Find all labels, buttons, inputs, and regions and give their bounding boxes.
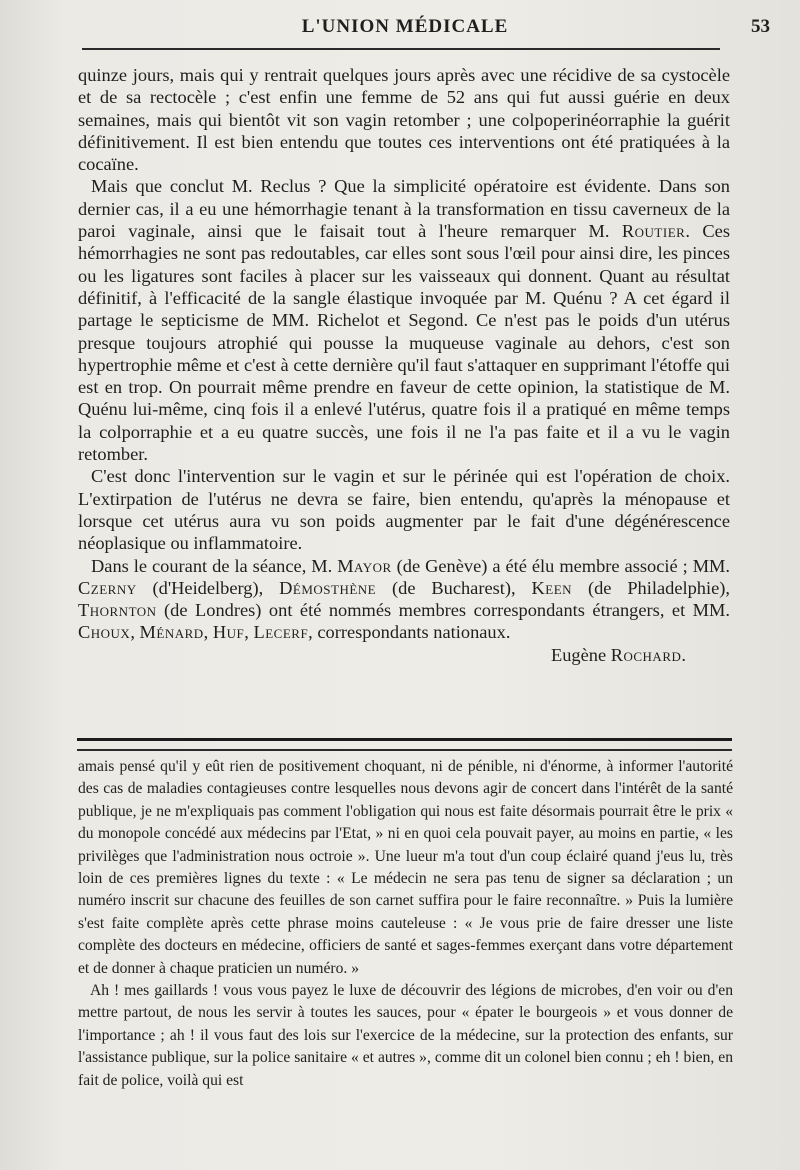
page-header [80,12,770,42]
name-routier: Routier [621,221,686,242]
feuilleton-paragraph-2: Ah ! mes gaillards ! vous vous payez le luxe de découvrir des légions de microbes, d'en voir ou d'en mettre partout, de nous les servir à toutes les sauces, pour « épater le bourgeois » et vous donner de l'importance ; ah ! il vous faut des lois sur l'exercice de la médecine, sur la protection des enfants, sur l'assistance publique, sur la police sanitaire « et autres », comme dit un colonel bien connu ; eh ! bien, en fait de police, voilà qui est [78,982,733,1089]
p4-text: (de Bucharest), [376,577,532,598]
feuilleton-column [78,756,733,1092]
name-czerny: Czerny [78,577,137,598]
paragraph-3: C'est donc l'intervention sur le vagin et sur le périnée qui est l'opération de choix. L'extirpation de l'utérus ne devra se faire, bien entendu, qu'après la ménopause et lorsque cet utérus aura vu son poids augmenter par le fait d'une dégénérescence néoplasique ou inflammatoire. [78,466,730,554]
name-keen: Keen [531,577,573,598]
p4-text: (de Genève) a été élu membre associé ; MM. [391,555,731,576]
name-thornton: Thornton [78,600,157,621]
p4-text: (de Philadelphie), [572,577,730,598]
paragraph-2-text-a: Mais que conclut M. Reclus ? Que la simplicité opératoire est évidente. Dans son dernier cas, il a eu une hémorrhagie tenant à la transformation en tissu caverneux de la paroi vaginale, ainsi que le faisait tout à l'heure remarquer M. [78,176,730,242]
paragraph-4 [78,555,730,644]
paragraph-2 [78,175,730,465]
name-mayor: Mayor [337,555,392,576]
paragraph-2-text-b: . Ces hémorrhagies ne sont pas redoutables, car elles sont sous l'œil pour ainsi dire, les pinces ou les ligatures sont faciles à placer sur les vaisseaux qui donnent. Quant au résultat définitif, à l'efficacité de la sangle élastique invoquée par M. Quénu ? A cet égard il partage le septicisme de MM. Richelot et Segond. Ce n'est pas le poids d'un utérus presque toujours atrophié qui pousse la muqueuse vaginale au dehors, c'est son hypertrophie même et c'est à cette dernière qu'il faut s'attaquer en supprimant l'étoffe qui est en trop. On pourrait même prendre en faveur de cette opinion, la statistique de M. Quénu lui-même, cinq fois il a enlevé l'utérus, quatre fois il a pratiqué en même temps la colporraphie et a eu quatre succès, une fois il ne l'a pas faite et il a vu le vagin retomber. [78,221,730,465]
signature-first-name: Eugène [550,644,611,665]
p4-text: Dans le courant de la séance, M. [91,555,338,576]
name-choux: Choux [78,622,131,643]
main-article [78,64,730,666]
signature-last-name: Rochard [610,644,682,665]
name-menard: Ménard [139,622,204,643]
p4-text: (d'Heidelberg), [136,577,280,598]
p4-text: (de Londres) ont été nommés membres correspondants étrangers, et MM. [156,600,730,621]
paragraph-1: quinze jours, mais qui y rentrait quelques jours après avec une récidive de sa cystocèle et de sa rectocèle ; c'est enfin une femme de 52 ans qui fut aussi guérie en deux semaines, mais qui bientôt vit son vagin retomber ; une colpoperinéorraphie la guérit définitivement. Il est bien entendu que toutes ces interventions ont été pratiquées à la cocaïne. [78,65,730,175]
feuilleton-paragraph-1: amais pensé qu'il y eût rien de positivement choquant, ni de pénible, ni d'énorme, à informer l'autorité des cas de maladies contagieuses contre lesquelles nous devons agir de concert dans l'intérêt de la santé publique, je ne m'expliquais pas comment l'obligation qui nous est faite désormais pourrait être le prix « du monopole concédé aux médecins par l'Etat, » ni en quoi cela pouvait payer, au moins en partie, « les privilèges que l'administration nous octroie ». Une lueur m'a tout d'un coup éclairé quand j'eus lu, très loin de ces premières lignes du texte : « Le médecin ne sera pas tenu de signer sa déclaration ; un numéro inscrit sur chacune des feuilles de son carnet suffira pour le faire reconnaître. » Puis la lumière s'est faite complète après cette phrase moins cauteleuse : « Je vous prie de faire dresser une liste complète des docteurs en médecine, officiers de santé et sages-femmes exerçant dans votre département et de donner à chaque praticien un numéro. » [78,758,733,977]
running-title: L'UNION MÉDICALE [301,16,509,37]
p4-text: , [203,622,213,643]
signature-end: . [681,644,686,665]
p4-text: , [130,622,140,643]
p4-text: , [244,622,254,643]
name-lecerf: Lecerf [253,622,309,643]
name-huf: Huf [212,622,245,643]
author-signature [78,644,730,666]
header-rule [82,48,720,50]
p4-text: , correspondants nationaux. [308,622,511,643]
page-number: 53 [751,16,770,37]
section-double-rule [77,738,732,751]
name-demosthene: Démosthène [279,577,377,598]
